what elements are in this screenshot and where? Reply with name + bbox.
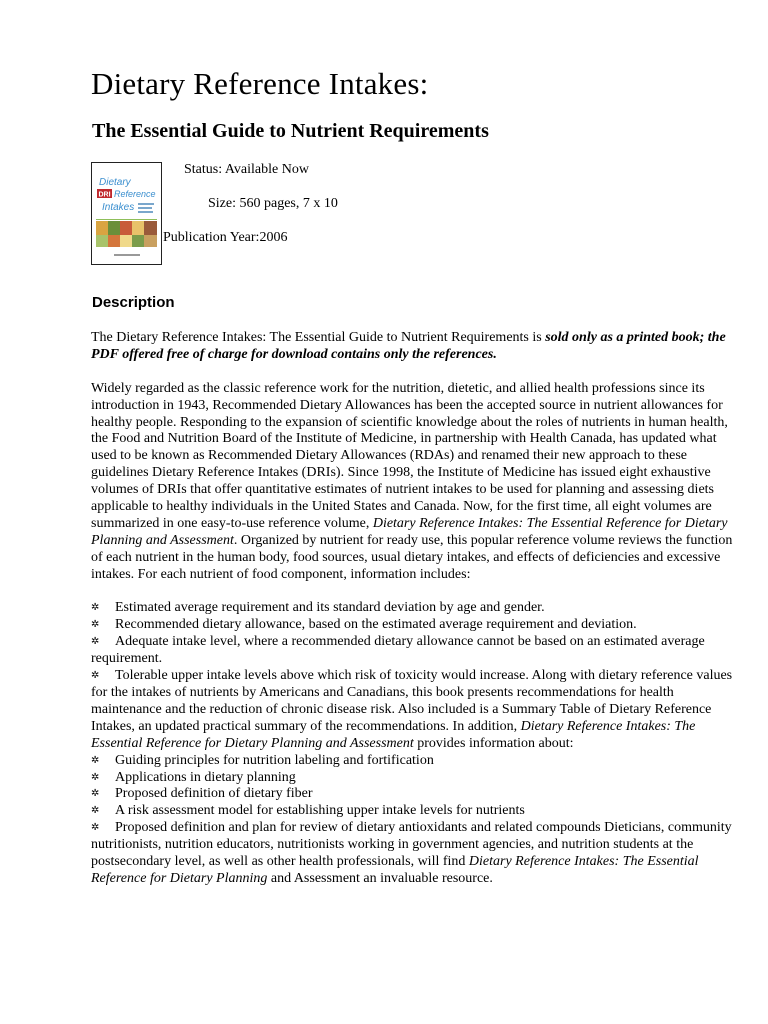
book-title-italic: Dietary Reference Intakes: The Essential Reference for Dietary Planning and Assessment: [91, 515, 728, 548]
intro-paragraph: The Dietary Reference Intakes: The Essential Guide to Nutrient Requirements is sold only as a printed book; the PDF offered free of charge for download contains only the references.: [91, 330, 726, 362]
star-bullet-icon: ✲: [91, 602, 100, 614]
star-bullet-icon: ✲: [91, 805, 100, 817]
list-item: ✲ Applications in dietary planning: [91, 769, 296, 785]
overview-paragraph: Widely regarded as the classic reference work for the nutrition, dietetic, and allied health professions since its introduction in 1943, Recommended Dietary Allowances has been the accepted source in nutrient allowances for healthy people. Responding to the expansion of scientific knowledge about the roles of nutrients in human health, the Food and Nutrition Board of the Institute of Medicine, in partnership with Health Canada, has updated what used to be known as Recommended Dietary Allowances (RDAs) and renamed their new approach to these guidelines Dietary Reference Intakes (DRIs). Since 1998, the Institute of Medicine has issued eight exhaustive volumes of DRIs that offer quantitative estimates of nutrient intakes to be used for planning and assessing diets applicable to healthy individuals in the United States and Canada. Now, for the first time, all eight volumes are summarized in one easy-to-use reference volume, Dietary Reference Intakes: The Essential Reference for Dietary Planning and Assessment. Organized by nutrient for ready use, this popular reference volume reviews the function of each nutrient in the human body, food sources, usual dietary intakes, and effects of deficiencies and excessive intakes. For each nutrient of food component, information includes:: [91, 380, 733, 582]
page-subtitle: The Essential Guide to Nutrient Requirements: [92, 120, 489, 142]
star-bullet-icon: ✲: [91, 670, 100, 682]
star-bullet-icon: ✲: [91, 822, 100, 834]
description-body: [91, 330, 741, 888]
list-item: ✲ Estimated average requirement and its standard deviation by age and gender.: [91, 600, 545, 616]
book-title-italic: Dietary Reference Intakes: The Essential Reference for Dietary Planning: [91, 854, 699, 886]
page-title: Dietary Reference Intakes:: [91, 66, 429, 101]
bullet-list-1: [91, 600, 741, 887]
list-item: ✲ Recommended dietary allowance, based on the estimated average requirement and deviation.: [91, 617, 637, 633]
description-heading: Description: [92, 294, 175, 311]
star-bullet-icon: ✲: [91, 619, 100, 631]
list-item: ✲ Proposed definition of dietary fiber: [91, 786, 313, 802]
star-bullet-icon: ✲: [91, 771, 100, 783]
intro-bold-note: sold only as a printed book; the PDF offered free of charge for download contains only the references.: [91, 330, 726, 362]
book-title-italic: Dietary Reference Intakes: The Essential Reference for Dietary Planning and Assessment: [91, 718, 696, 751]
publication-year-line: Publication Year:2006: [163, 230, 288, 245]
cover-line3: Intakes: [102, 202, 135, 213]
list-item: ✲ Tolerable upper intake levels above which risk of toxicity would increase. Along with dietary reference values for the intakes of nutrients by Americans and Canadians, this book presents recommendations for health maintenance and the reduction of chronic disease risk. Also included is a Summary Table of Dietary Reference Intakes, an updated practical summary of the recommendations. In addition, Dietary Reference Intakes: The Essential Reference for Dietary Planning and Assessment provides information about:: [91, 668, 733, 751]
cover-badge: DRI: [98, 191, 111, 199]
size-line: Size: 560 pages, 7 x 10: [208, 196, 338, 211]
book-cover-image: [91, 162, 162, 265]
list-item: ✲ Guiding principles for nutrition labeling and fortification: [91, 752, 434, 768]
list-item: ✲ A risk assessment model for establishing upper intake levels for nutrients: [91, 803, 525, 819]
star-bullet-icon: ✲: [91, 788, 100, 800]
cover-line1: Dietary: [99, 177, 131, 188]
cover-line2: Reference: [114, 189, 156, 199]
star-bullet-icon: ✲: [91, 636, 100, 648]
star-bullet-icon: ✲: [91, 754, 100, 766]
list-item: ✲ Adequate intake level, where a recommended dietary allowance cannot be based on an estimated average requirement.: [91, 634, 705, 667]
book-cover-art: [92, 163, 161, 264]
status-line: Status: Available Now: [184, 162, 309, 177]
list-item: ✲ Proposed definition and plan for review of dietary antioxidants and related compounds Dieticians, community nutritionists, nutrition educators, nutritionists working in government agencies, and nutrition students at the postsecondary level, as well as other health professionals, will find Dietary Reference Intakes: The Essential Reference for Dietary Planning and Assessment an invaluable resource.: [91, 820, 732, 886]
